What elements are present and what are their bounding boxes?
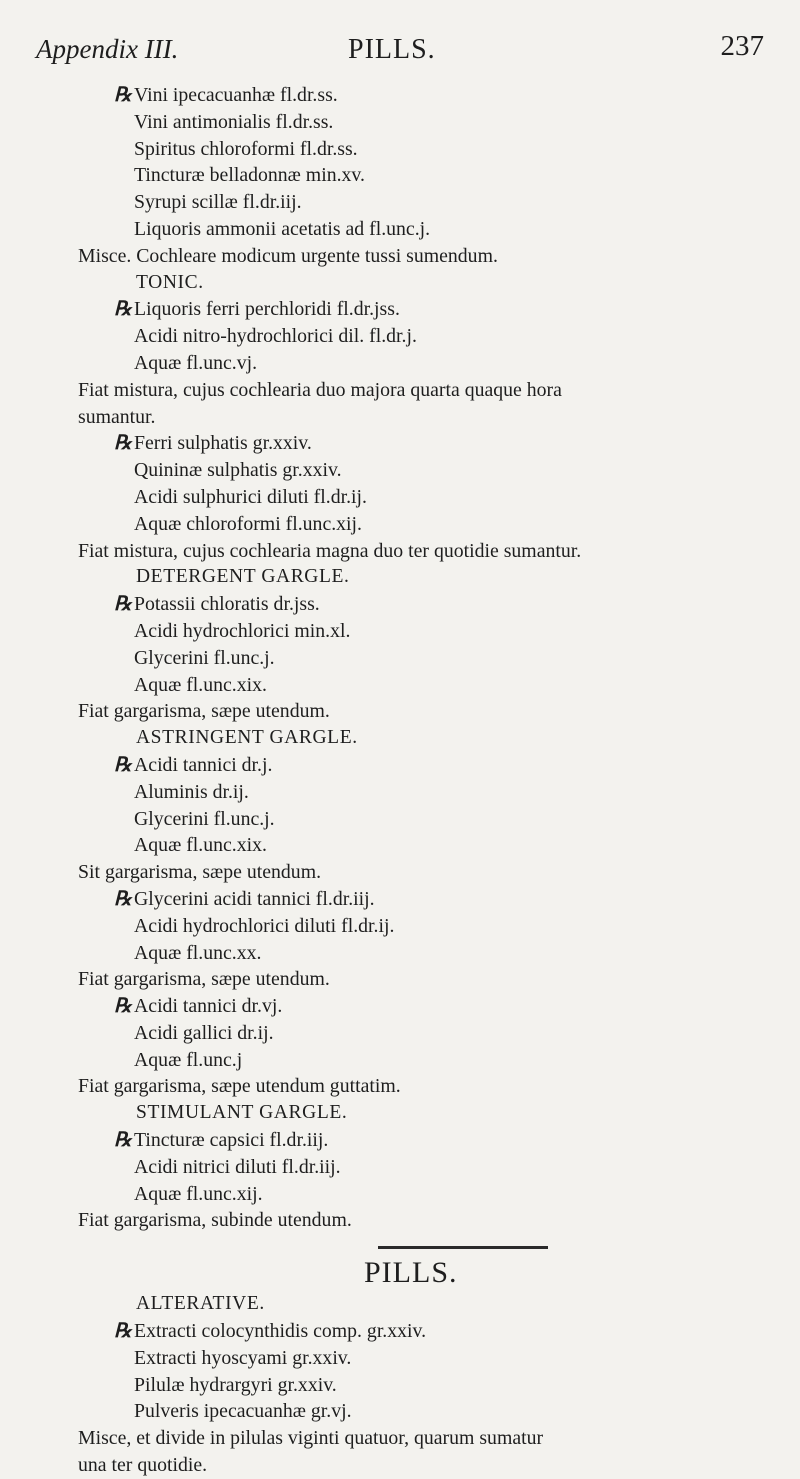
ingredient-line: Acidi hydrochlorici min.xl. <box>134 619 351 642</box>
ingredient-text: Liquoris ferri perchloridi fl.dr.jss. <box>134 298 400 321</box>
ingredient-line: Aquæ fl.unc.vj. <box>134 351 258 374</box>
page-header <box>36 24 764 68</box>
prescription-line <box>114 296 768 323</box>
directions-line: Fiat mistura, cujus cochlearia magna duo ter quotidie sumantur. <box>78 539 582 562</box>
ingredient-line: Acidi nitrici diluti fl.dr.iij. <box>134 1155 341 1178</box>
section-divider <box>378 1246 548 1249</box>
directions-line: Misce, et divide in pilulas viginti quatuor, quarum sumatur <box>78 1427 544 1450</box>
ingredient-line: Aquæ fl.unc.xix. <box>134 834 267 857</box>
ingredient-text: Ferri sulphatis gr.xxiv. <box>134 432 312 455</box>
page-number: 237 <box>720 30 764 62</box>
prescription-line <box>114 993 768 1020</box>
ingredient-text: Tincturæ capsici fl.dr.iij. <box>134 1129 329 1152</box>
ingredient-line: Acidi hydrochlorici diluti fl.dr.ij. <box>134 914 395 937</box>
recipe-symbol-icon: ℞ <box>114 995 132 1018</box>
section-heading: TONIC. <box>136 271 204 293</box>
recipe-symbol-icon: ℞ <box>114 593 132 616</box>
directions-line: Fiat gargarisma, subinde utendum. <box>78 1209 352 1232</box>
prescription-line <box>114 591 768 618</box>
prescription-line <box>114 430 768 457</box>
directions-line: Fiat gargarisma, sæpe utendum guttatim. <box>78 1075 401 1098</box>
directions-line: Misce. Cochleare modicum urgente tussi sumendum. <box>78 244 498 267</box>
ingredient-line: Acidi gallici dr.ij. <box>134 1021 274 1044</box>
recipe-symbol-icon: ℞ <box>114 1129 132 1152</box>
prescription-line <box>114 1318 768 1345</box>
directions-line: Fiat mistura, cujus cochlearia duo majora quarta quaque hora <box>78 378 562 401</box>
running-head-appendix: Appendix III. <box>36 34 179 64</box>
section-heading: STIMULANT GARGLE. <box>136 1102 348 1124</box>
prescription-line <box>114 752 768 779</box>
prescription-line <box>114 82 768 109</box>
ingredient-line: Spiritus chloroformi fl.dr.ss. <box>134 137 358 160</box>
ingredient-line: Pilulæ hydrargyri gr.xxiv. <box>134 1373 337 1396</box>
directions-line: una ter quotidie. <box>78 1454 208 1477</box>
ingredient-line: Pulveris ipecacuanhæ gr.vj. <box>134 1400 352 1423</box>
ingredient-text: Glycerini acidi tannici fl.dr.iij. <box>134 887 375 910</box>
ingredient-line: Vini antimonialis fl.dr.ss. <box>134 110 334 133</box>
ingredient-line: Quininæ sulphatis gr.xxiv. <box>134 459 342 482</box>
ingredient-line: Acidi sulphurici diluti fl.dr.ij. <box>134 485 367 508</box>
recipe-symbol-icon: ℞ <box>114 1320 132 1343</box>
section-heading: ASTRINGENT GARGLE. <box>136 727 358 749</box>
recipe-symbol-icon: ℞ <box>114 887 132 910</box>
prescription-line <box>114 886 768 913</box>
ingredient-line: Aquæ fl.unc.j <box>134 1048 243 1071</box>
chapter-heading: PILLS. <box>364 1256 458 1290</box>
prescription-line <box>114 1127 768 1154</box>
ingredient-line: Aquæ chloroformi fl.unc.xij. <box>134 512 362 535</box>
ingredient-line: Acidi nitro-hydrochlorici dil. fl.dr.j. <box>134 325 417 348</box>
ingredient-line: Aquæ fl.unc.xij. <box>134 1182 263 1205</box>
page-body <box>78 82 768 1479</box>
ingredient-line: Glycerini fl.unc.j. <box>134 807 275 830</box>
directions-line: Sit gargarisma, sæpe utendum. <box>78 861 322 884</box>
ingredient-line: Syrupi scillæ fl.dr.iij. <box>134 191 302 214</box>
section-heading: DETERGENT GARGLE. <box>136 566 350 588</box>
ingredient-text: Vini ipecacuanhæ fl.dr.ss. <box>134 84 338 106</box>
ingredient-text: Acidi tannici dr.vj. <box>134 995 283 1018</box>
directions-line: Fiat gargarisma, sæpe utendum. <box>78 968 330 991</box>
ingredient-line: Liquoris ammonii acetatis ad fl.unc.j. <box>134 217 431 240</box>
directions-line: Fiat gargarisma, sæpe utendum. <box>78 700 330 723</box>
ingredient-line: Glycerini fl.unc.j. <box>134 646 275 669</box>
ingredient-line: Tincturæ belladonnæ min.xv. <box>134 164 365 187</box>
recipe-symbol-icon: ℞ <box>114 753 132 776</box>
ingredient-line: Aquæ fl.unc.xx. <box>134 941 262 964</box>
recipe-symbol-icon: ℞ <box>114 298 132 321</box>
ingredient-text: Acidi tannici dr.j. <box>134 753 273 776</box>
running-head-title: PILLS. <box>348 34 436 65</box>
recipe-symbol-icon: ℞ <box>114 432 132 455</box>
ingredient-line: Aluminis dr.ij. <box>134 780 249 803</box>
directions-line: sumantur. <box>78 405 156 428</box>
ingredient-line: Extracti hyoscyami gr.xxiv. <box>134 1346 352 1369</box>
recipe-symbol-icon: ℞ <box>114 84 132 106</box>
ingredient-line: Aquæ fl.unc.xix. <box>134 673 267 696</box>
ingredient-text: Extracti colocynthidis comp. gr.xxiv. <box>134 1320 427 1343</box>
section-heading: ALTERATIVE. <box>136 1293 265 1315</box>
ingredient-text: Potassii chloratis dr.jss. <box>134 593 320 616</box>
